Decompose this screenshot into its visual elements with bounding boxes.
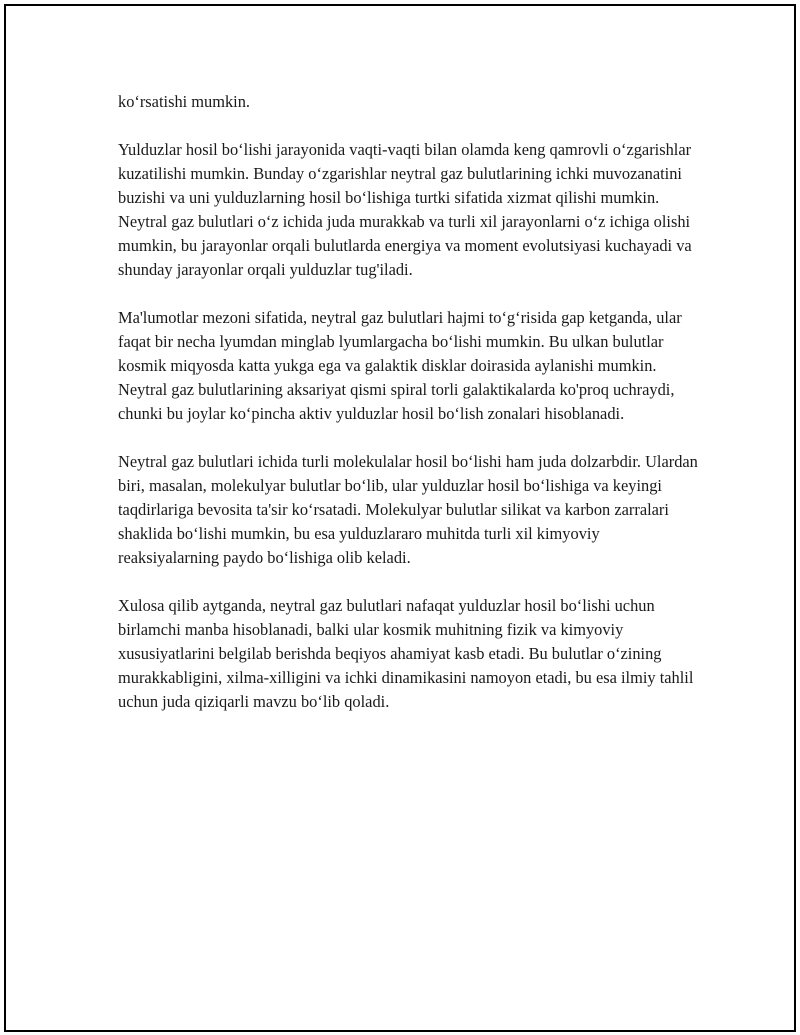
paragraph-conclusion: Xulosa qilib aytganda, neytral gaz bulutlari nafaqat yulduzlar hosil bo‘lishi uchun birlamchi manba hisoblanadi, balki ular kosmik muhitning fizik va kimyoviy xususiyatlarini belgilab berishda beqiyos ahamiyat kasb etadi. Bu bulutlar o‘zining murakkabligini, xilma-xilligini va ichki dinamikasini namoyon etadi, bu esa ilmiy tahlil uchun juda qiziqarli mavzu bo‘lib qoladi. — [118, 596, 694, 711]
paragraph-cloud-size: Ma'lumotlar mezoni sifatida, neytral gaz bulutlari hajmi to‘g‘risida gap ketganda, ular faqat bir necha lyumdan minglab lyumlargacha bo‘lishi mumkin. Bu ulkan bulutlar kosmik miqyosda katta yukga ega va galaktik disklar doirasida aylanishi mumkin. Neytral gaz bulutlarining aksariyat qismi spiral torli galaktikalarda ko'proq uchraydi, chunki bu joylar ko‘pincha aktiv yulduzlar hosil bo‘lish zonalari hisoblanadi. — [118, 308, 682, 423]
paragraph-star-formation: Yulduzlar hosil bo‘lishi jarayonida vaqti-vaqti bilan olamda keng qamrovli o‘zgarishlar kuzatilishi mumkin. Bunday o‘zgarishlar neytral gaz bulutlarining ichki muvozanatini buzishi va uni yulduzlarning hosil bo‘lishiga turtki sifatida xizmat qilishi mumkin. Neytral gaz bulutlari o‘z ichida juda murakkab va turli xil jarayonlarni o‘z ichiga olishi mumkin, bu jarayonlar orqali bulutlarda energiya va moment evolutsiyasi kuchayadi va shunday jarayonlar orqali yulduzlar tug'iladi. — [118, 140, 692, 279]
paragraph-continuation: ko‘rsatishi mumkin. — [118, 92, 251, 111]
document-body — [118, 90, 698, 738]
paragraph-molecules: Neytral gaz bulutlari ichida turli molekulalar hosil bo‘lishi ham juda dolzarbdir. Ulardan biri, masalan, molekulyar bulutlar bo‘lib, ular yulduzlar hosil bo‘lishiga va keyingi taqdirlariga bevosita ta'sir ko‘rsatadi. Molekulyar bulutlar silikat va karbon zarralari shaklida bo‘lishi mumkin, bu esa yulduzlararo muhitda turli xil kimyoviy reaksiyalarning paydo bo‘lishiga olib keladi. — [118, 452, 698, 567]
